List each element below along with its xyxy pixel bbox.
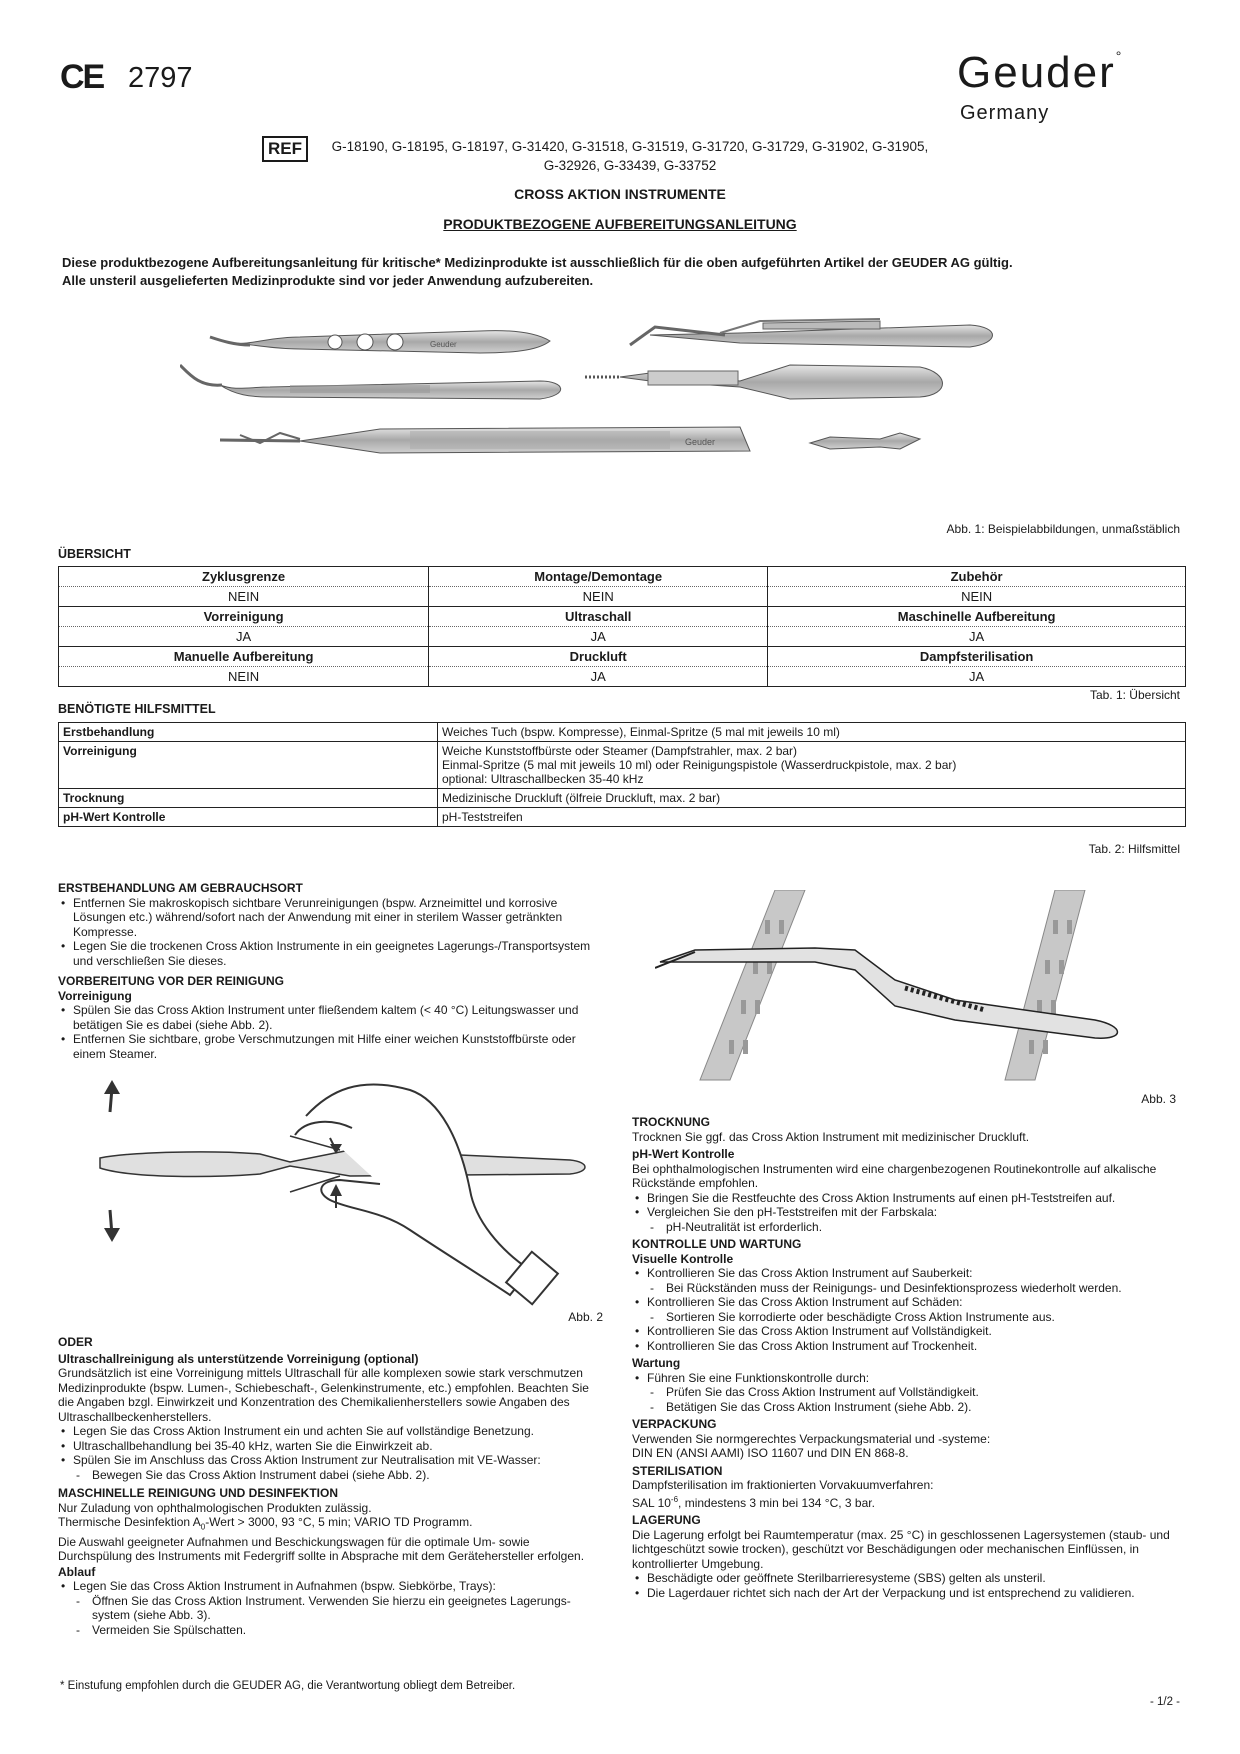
list-item: • Kontrollieren Sie das Cross Aktion Instrument auf Schäden: [647,1295,1180,1310]
overview-head: Maschinelle Aufbereitung [768,607,1186,627]
section-heading: LAGERUNG [632,1513,701,1527]
list-item: • Führen Sie eine Funktionskontrolle durch: [647,1371,1180,1386]
list-item: • Entfernen Sie sichtbare, grobe Verschmutzungen mit Hilfe einer weichen Kunststoffbürste oder einem Steamer. [73,1032,598,1061]
section-heading: MASCHINELLE REINIGUNG UND DESINFEKTION [58,1486,339,1500]
section-heading: STERILISATION [632,1463,723,1478]
list-item: - Betätigen Sie das Cross Aktion Instrument (siehe Abb. 2). [666,1400,1180,1415]
figure1-caption: Abb. 1: Beispielabbildungen, unmaßstäblich [946,522,1180,536]
list-item: • Legen Sie das Cross Aktion Instrument ein und achten Sie auf vollständige Benetzung. [73,1424,598,1439]
overview-head: Druckluft [429,647,768,667]
list-item: • Vergleichen Sie den pH-Teststreifen mit der Farbskala: [647,1205,1180,1220]
list-item: • Spülen Sie im Anschluss das Cross Aktion Instrument zur Neutralisation mit VE-Wasser: [73,1453,598,1468]
left-column-top [58,878,598,1061]
ce-mark: CE [60,58,104,96]
table-row [59,723,1186,742]
paragraph: Bei ophthalmologischen Instrumenten wird eine chargenbezogenen Routinekontrolle auf alkalische Rückstände empfohlen. [632,1161,1157,1190]
footnote: * Einstufung empfohlen durch die GEUDER AG, die Verantwortung obliegt dem Betreiber. [60,1680,516,1692]
overview-head: Manuelle Aufbereitung [59,647,429,667]
subsection-heading: pH-Wert Kontrolle [632,1147,735,1161]
list-item: - Sortieren Sie korrodierte oder beschädigte Cross Aktion Instrumente aus. [666,1310,1180,1325]
figure3-caption: Abb. 3 [1141,1092,1176,1106]
overview-head: Zubehör [768,567,1186,587]
list-item: - Bewegen Sie das Cross Aktion Instrument dabei (siehe Abb. 2). [92,1468,598,1483]
overview-table [58,566,1186,687]
long-forceps [220,427,750,453]
overview-value: JA [768,627,1186,647]
paragraph: Trocknen Sie ggf. das Cross Aktion Instrument mit medizinischer Druckluft. [632,1129,1030,1144]
tools-heading: BENÖTIGTE HILFSMITTEL [58,702,216,716]
tools-key: Vorreinigung [59,742,438,789]
overview-value: NEIN [429,587,768,607]
ref-label: REF [262,136,308,162]
section-heading: VERPACKUNG [632,1417,717,1431]
list-item: • Bringen Sie die Restfeuchte des Cross Aktion Instruments auf einen pH-Teststreifen auf. [647,1191,1180,1206]
overview-value: NEIN [59,587,429,607]
cross-action-forceps-2 [585,365,943,399]
paragraph: Dampfsterilisation im fraktionierten Vorvakuumverfahren: [632,1478,934,1492]
tools-key: pH-Wert Kontrolle [59,808,438,827]
tools-table [58,722,1186,827]
list-item: • Kontrollieren Sie das Cross Aktion Instrument auf Sauberkeit: [647,1266,1180,1281]
brand-mark-2: Geuder [685,437,716,447]
overview-value: NEIN [59,667,429,687]
logo-subtitle: Germany [960,102,1050,124]
overview-value: JA [429,667,768,687]
overview-value: JA [59,627,429,647]
tools-value: Medizinische Druckluft (ölfreie Druckluft, max. 2 bar) [438,789,1186,808]
list-item: - Vermeiden Sie Spülschatten. [92,1623,598,1638]
paragraph: Die Auswahl geeigneter Aufnahmen und Beschickungswagen für die optimale Um- sowie Durchspülung des Instruments mit Federgriff sollte in Absprache mit dem Gerätehersteller erfolgen. [58,1534,585,1564]
paragraph: SAL $10^{-6}$, mindestens 3 min bei 134 °C, 3 bar. [632,1494,875,1510]
list-item: • Ultraschallbehandlung bei 35-40 kHz, warten Sie die Einwirkzeit ab. [73,1439,598,1454]
section-heading: ERSTBEHANDLUNG AM GEBRAUCHSORT [58,881,303,895]
tying-forceps [180,365,561,399]
subsection-heading: Vorreinigung [58,988,132,1003]
figure2-caption: Abb. 2 [568,1310,603,1324]
list-item: - pH-Neutralität ist erforderlich. [666,1220,1180,1235]
tools-key: Trocknung [59,789,438,808]
list-item: - Öffnen Sie das Cross Aktion Instrument. Verwenden Sie hierzu ein geeignetes Lagerungs-system (siehe Abb. 3). [92,1594,598,1623]
oder-heading: ODER [58,1335,93,1349]
paragraph: Grundsätzlich ist eine Vorreinigung mittels Ultraschall für alle komplexen sowie stark verschmutzen Medizinprodukte (bspw. Lumen-, Schiebeschaft-, Gelenkinstrumente, etc.) empfohlen. Beachten Sie die Angaben bzgl. Einwirkzeit und Konzentration des Chemikalienherstellers sowie Angaben des Ultraschallbeckenherstellers. [58,1366,589,1424]
section-heading: TROCKNUNG [632,1115,710,1129]
subsection-heading: Ultraschallreinigung als unterstützende Vorreinigung (optional) [58,1351,419,1366]
hand-operating-illustration [90,1080,610,1310]
list-item: • Entfernen Sie makroskopisch sichtbare Verunreinigungen (bspw. Arzneimittel und korrosive Lösungen etc.) während/sofort nach der Anwendung mit einer in sterilem Wasser getränkten Kompresse. [73,896,598,940]
list-item: - Prüfen Sie das Cross Aktion Instrument auf Vollständigkeit. [666,1385,1180,1400]
overview-heading: ÜBERSICHT [58,547,131,561]
subsection-heading: Wartung [632,1356,681,1370]
list-item: • Legen Sie das Cross Aktion Instrument in Aufnahmen (bspw. Siebkörbe, Trays): [73,1579,598,1594]
ref-numbers: G-18190, G-18195, G-18197, G-31420, G-31518, G-31519, G-31720, G-31729, G-31902, G-31905, G-32926, G-33439, G-33752 [331,139,929,173]
paragraph: Thermische Desinfektion $A_0$-Wert > 3000, 93 °C, 5 min; VARIO TD Programm. [58,1515,473,1532]
section-heading: VORBEREITUNG VOR DER REINIGUNG [58,974,285,988]
tools-key: Erstbehandlung [59,723,438,742]
overview-head: Vorreinigung [59,607,429,627]
overview-head: Zyklusgrenze [59,567,429,587]
storage-rack-illustration [655,890,1180,1090]
right-column [632,1112,1180,1600]
forceps-with-holes [210,331,550,353]
paragraph: DIN EN (ANSI AAMI) ISO 11607 und DIN EN 868-8. [632,1446,909,1460]
list-item: - Bei Rückständen muss der Reinigungs- und Desinfektionsprozess wiederholt werden. [666,1281,1180,1296]
overview-head: Montage/Demontage [429,567,768,587]
left-column-bottom [58,1332,598,1637]
tools-value: pH-Teststreifen [438,808,1186,827]
subsection-heading: Ablauf [58,1564,96,1579]
small-cross-action-forceps [810,433,920,449]
subsection-heading: Visuelle Kontrolle [632,1251,734,1266]
page-number: - 1/2 - [1149,1696,1180,1708]
list-item: • Kontrollieren Sie das Cross Aktion Instrument auf Vollständigkeit. [647,1324,1180,1339]
table-row [59,808,1186,827]
overview-head: Dampfsterilisation [768,647,1186,667]
overview-head: Ultraschall [429,607,768,627]
paragraph: Die Lagerung erfolgt bei Raumtemperatur (max. 25 °C) in geschlossenen Lagersystemen (staub- und lichtgeschützt sowie trocken), geschützt vor Beschädigungen oder mechanischen Einflüssen, in kontrollierter Umgebung. [632,1527,1170,1571]
geuder-logo: Geuder° [957,48,1124,97]
section-heading: KONTROLLE UND WARTUNG [632,1237,802,1251]
cross-action-forceps-1 [630,319,993,347]
table-row [59,789,1186,808]
list-item: • Kontrollieren Sie das Cross Aktion Instrument auf Trockenheit. [647,1339,1180,1354]
overview-value: JA [429,627,768,647]
doc-subtitle: PRODUKTBEZOGENE AUFBEREITUNGSANLEITUNG [443,216,797,232]
brand-mark: Geuder [430,340,457,349]
table-row [59,742,1186,789]
tools-value: Weiches Tuch (bspw. Kompresse), Einmal-Spritze (5 mal mit jeweils 10 ml) [438,723,1186,742]
list-item: • Beschädigte oder geöffnete Sterilbarrieresysteme (SBS) gelten als unsteril. [647,1571,1180,1586]
intro-text: Diese produktbezogene Aufbereitungsanleitung für kritische* Medizinprodukte ist ausschließlich für die oben aufgeführten Artikel der GEUDER AG gültig. Alle unsteril ausgelieferten Medizinprodukte sind vor jeder Anwendung aufzubereiten. [62,255,1013,288]
list-item: • Die Lagerdauer richtet sich nach der Art der Verpackung und ist entsprechend zu validieren. [647,1586,1180,1601]
paragraph: Nur Zuladung von ophthalmologischen Produkten zulässig. [58,1500,372,1515]
tools-value: Weiche Kunststoffbürste oder Steamer (Dampfstrahler, max. 2 bar) Einmal-Spritze (5 mal mit jeweils 10 ml) oder Reinigungspistole (Wasserdruckpistole, max. 2 bar) optional: Ultraschallbecken 35-40 kHz [438,742,1186,789]
doc-title: CROSS AKTION INSTRUMENTE [514,186,726,202]
paragraph: Verwenden Sie normgerechtes Verpackungsmaterial und -systeme: [632,1431,991,1446]
list-item: • Legen Sie die trockenen Cross Aktion Instrumente in ein geeignetes Lagerungs-/Transportsystem und verschließen Sie dieses. [73,939,598,968]
ce-number: 2797 [128,62,193,94]
overview-value: JA [768,667,1186,687]
overview-caption: Tab. 1: Übersicht [1089,688,1180,702]
overview-value: NEIN [768,587,1186,607]
tools-caption: Tab. 2: Hilfsmittel [1088,842,1180,856]
instruments-illustration [180,315,1060,525]
list-item: • Spülen Sie das Cross Aktion Instrument unter fließendem kaltem (< 40 °C) Leitungswasser und betätigen Sie es dabei (siehe Abb. 2). [73,1003,598,1032]
